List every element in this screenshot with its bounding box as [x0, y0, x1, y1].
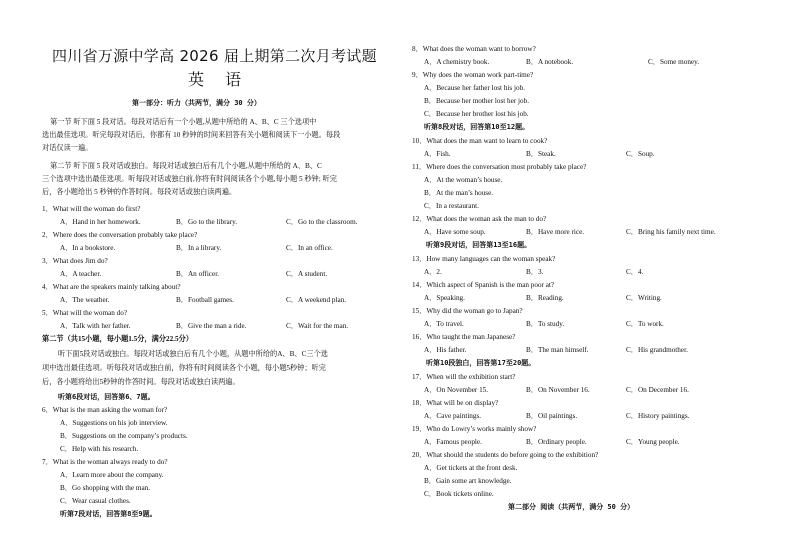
q16-option-a: A．His father. [424, 346, 467, 354]
q15-option-a: A．To travel. [424, 320, 464, 328]
q17-option-b: B．On November 16. [526, 386, 590, 394]
q17-option-a: A．On November 15. [424, 386, 489, 394]
q8-option-c: C．Some money. [648, 58, 700, 66]
q7-option-b: B．Go shopping with the man. [60, 484, 151, 492]
q6-option-a: A．Suggestions on his job interview. [60, 419, 168, 427]
question-12: 12．What does the woman ask the man to do? [412, 215, 547, 223]
q19-option-b: B．Ordinary people. [526, 438, 587, 446]
material-10-instruction: 听第10段独白，回答第17至20题。 [426, 359, 536, 367]
q6-option-c: C．Help with his research. [60, 445, 139, 453]
q9-option-c: C．Because her brother lost his job. [424, 110, 529, 118]
part1-heading: 第一部分：听力（共两节，满分 30 分） [132, 99, 261, 107]
q1-option-b: B．Go to the library. [176, 218, 238, 226]
q7-option-c: C．Wear casual clothes. [60, 497, 131, 505]
q16-option-c: C．His grandmother. [626, 346, 688, 354]
q20-option-b: B．Gain some art knowledge. [424, 477, 512, 485]
question-3: 3．What does Jim do? [42, 257, 108, 265]
exam-title: 四川省万源中学高 2026 届上期第二次月考试题 [52, 47, 377, 65]
question-10: 10．What does the man want to learn to cook? [412, 137, 548, 145]
question-5: 5．What will the woman do? [42, 309, 128, 317]
q1-option-a: A．Hand in her homework. [60, 218, 141, 226]
material-9-instruction: 听第9段对话，回答第13至16题。 [426, 241, 532, 249]
q4-option-c: C．A weekend plan. [286, 296, 347, 304]
material-6-instruction: 听第6段对话，回答第6、7题。 [58, 393, 155, 401]
q15-option-b: B．To study. [526, 320, 565, 328]
section2-intro-b-line1: 听下面5段对话或独白。每段对话或独白后有几个小题，从题中所给的A、B、C三个选 [58, 350, 328, 358]
q18-option-c: C．History paintings. [626, 412, 690, 420]
q14-option-b: B．Reading. [526, 294, 564, 302]
subject-title: 英 语 [188, 70, 250, 89]
question-2: 2．Where does the conversation probably take place? [42, 231, 198, 239]
question-1: 1．What will the woman do first? [42, 205, 141, 213]
question-18: 18．What will be on display? [412, 399, 499, 407]
q8-option-a: A．A chemistry book. [424, 58, 490, 66]
q2-option-b: B．In a library. [176, 244, 222, 252]
q10-option-b: B．Steak. [526, 150, 556, 158]
q3-option-b: B．An officer. [176, 270, 219, 278]
question-20: 20．What should the students do before going to the exhibition? [412, 451, 599, 459]
section2-intro-b-line2: 项中选出最佳选项。听每段对话或独白前，你将有时间阅读各个小题，每小题5秒钟；听完 [42, 364, 326, 372]
part2-heading: 第二部分 阅读（共两节，满分 50 分） [508, 503, 635, 511]
q14-option-a: A．Speaking. [424, 294, 465, 302]
material-8-instruction: 听第8段对话，回答第10至12题。 [424, 123, 530, 131]
q4-option-b: B．Football games. [176, 296, 234, 304]
q13-option-a: A．2. [424, 268, 442, 276]
q2-option-c: C．In an office. [286, 244, 333, 252]
q10-option-c: C．Soup. [626, 150, 655, 158]
q14-option-c: C．Writing. [626, 294, 662, 302]
q5-option-b: B．Give the man a ride. [176, 322, 247, 330]
section1-intro-line2: 选出最佳选项。听完每段对话后，你都有 10 秒钟的时间来回答有关小题和阅读下一小题。每段 [42, 131, 341, 139]
question-7: 7．What is the woman always ready to do? [42, 458, 168, 466]
q11-option-b: B．At the man’s house. [424, 189, 494, 197]
q6-option-b: B．Suggestions on the company’s products. [60, 432, 188, 440]
q19-option-c: C．Young people. [626, 438, 680, 446]
q20-option-a: A．Get tickets at the front desk. [424, 464, 518, 472]
q18-option-a: A．Cave paintings. [424, 412, 482, 420]
q10-option-a: A．Fish. [424, 150, 451, 158]
q9-option-a: A．Because her father lost his job. [424, 84, 525, 92]
q5-option-a: A．Talk with her father. [60, 322, 131, 330]
q5-option-c: C．Wait for the man. [286, 322, 349, 330]
material-7-instruction: 听第7段对话，回答第8至9题。 [60, 510, 157, 518]
question-11: 11．Where does the conversation most probably take place? [412, 163, 587, 171]
section2-header: 第二节（共15小题，每小题1.5分，满分22.5分） [42, 335, 193, 343]
q15-option-c: C．To work. [626, 320, 664, 328]
section2-intro-line2: 三个选项中选出最佳选项。听每段对话或独白前,你将有时间阅读各个小题,每小题 5 秒钟; 听完 [42, 175, 337, 183]
section1-intro-line1: 第一节 听下面 5 段对话。每段对话后有一个小题,从题中所给的 A、B、C 三个选项中 [50, 118, 317, 126]
q1-option-c: C．Go to the classroom. [286, 218, 358, 226]
question-17: 17．When will the exhibition start? [412, 373, 516, 381]
section2-intro-b-line3: 后，各小题将给出5秒钟的作答时间。每段对话或独白读两遍。 [42, 378, 240, 386]
q4-option-a: A．The weather. [60, 296, 110, 304]
q11-option-a: A．At the woman’s house. [424, 176, 503, 184]
q8-option-b: B．A notebook. [526, 58, 574, 66]
q3-option-a: A．A teacher. [60, 270, 102, 278]
question-19: 19．Who do Lowry’s works mainly show? [412, 425, 537, 433]
question-6: 6．What is the man asking the woman for? [42, 406, 168, 414]
q3-option-c: C．A student. [286, 270, 328, 278]
q11-option-c: C．In a restaurant. [424, 202, 479, 210]
q17-option-c: C．On December 16. [626, 386, 689, 394]
q16-option-b: B．The man himself. [526, 346, 589, 354]
section2-intro-line3: 后，各小题给出 5 秒钟的作答时间。每段对话或独白读两遍。 [42, 188, 237, 196]
q12-option-a: A．Have some soup. [424, 228, 486, 236]
question-4: 4．What are the speakers mainly talking about? [42, 283, 181, 291]
question-15: 15．Why did the woman go to Japan? [412, 307, 523, 315]
q19-option-a: A．Famous people. [424, 438, 482, 446]
section1-intro-line3: 对话仅读一遍。 [42, 144, 93, 152]
q7-option-a: A．Learn more about the company. [60, 471, 164, 479]
q2-option-a: A．In a bookstore. [60, 244, 116, 252]
question-9: 9．Why does the woman work part-time? [412, 71, 534, 79]
question-14: 14．Which aspect of Spanish is the man poor at? [412, 281, 555, 289]
q13-option-c: C．4. [626, 268, 644, 276]
q13-option-b: B．3. [526, 268, 544, 276]
question-16: 16．Who taught the man Japanese? [412, 333, 516, 341]
q20-option-c: C．Book tickets online. [424, 490, 494, 498]
section2-intro-line1: 第二节 听下面 5 段对话或独白。每段对话或独白后有几个小题,从题中所给的 A、B、C [50, 162, 322, 170]
q9-option-b: B．Because her mother lost her job. [424, 97, 529, 105]
question-8: 8．What does the woman want to borrow? [412, 45, 536, 53]
q18-option-b: B．Oil paintings. [526, 412, 578, 420]
q12-option-b: B．Have more rice. [526, 228, 585, 236]
question-13: 13．How many languages can the woman speak? [412, 255, 556, 263]
q12-option-c: C．Bring his family next time. [626, 228, 716, 236]
